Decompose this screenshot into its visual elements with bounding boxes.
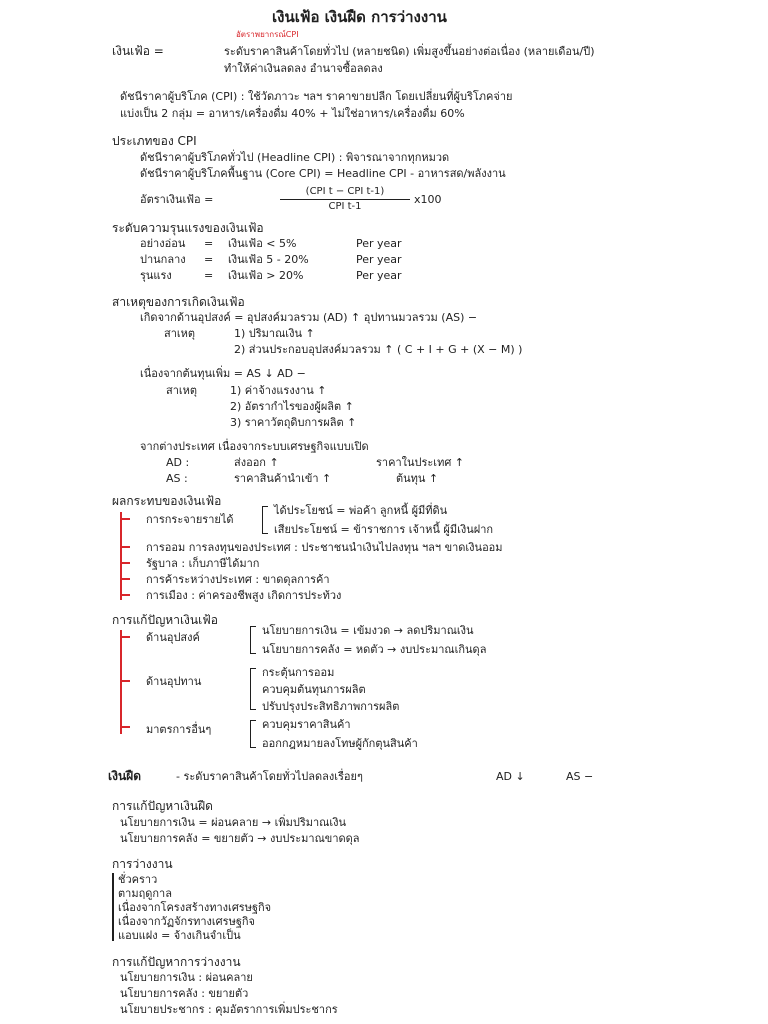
unemployment-solution: นโยบายการเงิน : ผ่อนคลาย (120, 971, 253, 984)
effect-item: การค้าระหว่างประเทศ : ขาดดุลการค้า (146, 573, 330, 586)
demand-solution: นโยบายการเงิน = เข้มงวด → ลดปริมาณเงิน (262, 624, 474, 637)
red-dash (120, 546, 130, 548)
unemployment-solution: นโยบายประชากร : คุมอัตราการเพิ่มประชากร (120, 1003, 338, 1016)
unemployment-type: ตามฤดูกาล (118, 887, 172, 900)
income-distribution-label: การกระจายรายได้ (146, 513, 234, 526)
demand-side-label: ด้านอุปสงค์ (146, 631, 200, 644)
severity-level: อย่างอ่อน (140, 237, 186, 250)
cost-cause-label: สาเหตุ (166, 384, 198, 397)
demand-solution: นโยบายการคลัง = หดตัว → งบประมาณเกินดุล (262, 643, 487, 656)
unemployment-solution-heading: การแก้ปัญหาการว่างงาน (112, 955, 241, 969)
loss-group: เสียประโยชน์ = ข้าราชการ เจ้าหนี้ ผู้มีเงินฝาก (274, 523, 494, 536)
bracket (250, 626, 256, 654)
cost-push-line: เนื่องจากต้นทุนเพิ่ม = AS ↓ AD − (140, 367, 306, 380)
supply-solution: ปรับปรุงประสิทธิภาพการผลิต (262, 700, 400, 713)
solutions-heading: การแก้ปัญหาเงินเฟ้อ (112, 613, 218, 627)
severity-unit: Per year (356, 269, 402, 282)
deflation-solution-heading: การแก้ปัญหาเงินฝืด (112, 799, 213, 813)
cpi-groups: แบ่งเป็น 2 กลุ่ม = อาหาร/เครื่องดื่ม 40% + ไม่ใช่อาหาร/เครื่องดื่ม 60% (120, 107, 465, 120)
deflation-ad: AD ↓ (496, 770, 525, 783)
cpi-types-heading: ประเภทของ CPI (112, 134, 197, 148)
severity-range: เงินเฟ้อ 5 - 20% (228, 253, 309, 266)
supply-solution: กระตุ้นการออม (262, 666, 335, 679)
severity-eq: = (204, 237, 214, 250)
deflation-solution: นโยบายการคลัง = ขยายตัว → งบประมาณขาดดุล (120, 832, 360, 845)
cpi-annotation: อัตราพยากรณ์CPI (236, 30, 299, 39)
cost-cause-item: 3) ราคาวัตถุดิบการผลิต ↑ (230, 416, 357, 429)
unemployment-solution: นโยบายการคลัง : ขยายตัว (120, 987, 249, 1000)
unemployment-type: เนื่องจากวัฏจักรทางเศรษฐกิจ (118, 915, 255, 928)
red-dash (120, 594, 130, 596)
deflation-as: AS − (566, 770, 594, 783)
inflation-label: เงินเฟ้อ = (112, 44, 164, 58)
cost-cause-item: 1) ค่าจ้างแรงงาน ↑ (230, 384, 327, 397)
red-dash (120, 636, 130, 638)
formula-multiplier: x100 (414, 193, 442, 206)
red-dash (120, 680, 130, 682)
effects-red-margin (120, 512, 122, 600)
external-key: AS : (166, 472, 188, 485)
unemployment-type: ชั่วคราว (118, 873, 158, 886)
formula-denominator: CPI t-1 (328, 201, 362, 212)
external-effect: ต้นทุน ↑ (396, 472, 439, 485)
inflation-definition-1: ระดับราคาสินค้าโดยทั่วไป (หลายชนิด) เพิ่มสูงขึ้นอย่างต่อเนื่อง (หลายเดือน/ปี) (224, 45, 595, 58)
red-dash (120, 518, 130, 520)
benefit-group: ได้ประโยชน์ = พ่อค้า ลูกหนี้ ผู้มีที่ดิน (274, 504, 448, 517)
deflation-definition: - ระดับราคาสินค้าโดยทั่วไปลดลงเรื่อยๆ (176, 770, 363, 783)
demand-cause-label: สาเหตุ (164, 327, 196, 340)
severity-eq: = (204, 269, 214, 282)
severity-level: ปานกลาง (140, 253, 186, 266)
fraction-bar (280, 199, 410, 200)
supply-solution: ควบคุมต้นทุนการผลิต (262, 683, 366, 696)
inflation-formula (280, 187, 410, 212)
red-dash (120, 562, 130, 564)
demand-pull-line: เกิดจากด้านอุปสงค์ = อุปสงค์มวลรวม (AD) ↑ อุปทานมวลรวม (AS) − (140, 311, 478, 324)
effect-item: การออม การลงทุนของประเทศ : ประชาชนนำเงินไปลงทุน ฯลฯ ขาดเงินออม (146, 541, 503, 554)
severity-unit: Per year (356, 253, 402, 266)
demand-cause-item: 2) ส่วนประกอบอุปสงค์มวลรวม ↑ ( C + I + G + (X − M) ) (234, 343, 523, 356)
effects-heading: ผลกระทบของเงินเฟ้อ (112, 494, 222, 508)
deflation-solution: นโยบายการเงิน = ผ่อนคลาย → เพิ่มปริมาณเงิน (120, 816, 347, 829)
external-cause-line: จากต่างประเทศ เนื่องจากระบบเศรษฐกิจแบบเปิด (140, 440, 369, 453)
effect-item: รัฐบาล : เก็บภาษีได้มาก (146, 557, 260, 570)
external-key: AD : (166, 456, 190, 469)
red-dash (120, 578, 130, 580)
effect-item: การเมือง : ค่าครองชีพสูง เกิดการประท้วง (146, 589, 342, 602)
unemployment-type: แอบแฝง = จ้างเกินจำเป็น (118, 929, 241, 942)
core-cpi: ดัชนีราคาผู้บริโภคพื้นฐาน (Core CPI) = Headline CPI - อาหารสด/พลังงาน (140, 167, 506, 180)
demand-cause-item: 1) ปริมาณเงิน ↑ (234, 327, 315, 340)
formula-numerator: (CPI t − CPI t-1) (305, 186, 385, 197)
page-title: เงินเฟ้อ เงินฝืด การว่างงาน (272, 8, 447, 26)
external-effect: ราคาในประเทศ ↑ (376, 456, 465, 469)
other-measure: ควบคุมราคาสินค้า (262, 718, 351, 731)
severity-eq: = (204, 253, 214, 266)
unemployment-margin (112, 873, 114, 941)
cpi-definition: ดัชนีราคาผู้บริโภค (CPI) : ใช้วัดภาวะ ฯลฯ ราคาขายปลีก โดยเปลี่ยนที่ผู้บริโภคจ่าย (120, 90, 513, 103)
other-measures-label: มาตรการอื่นๆ (146, 723, 212, 736)
bracket (250, 668, 256, 710)
severity-range: เงินเฟ้อ < 5% (228, 237, 297, 250)
unemployment-heading: การว่างงาน (112, 857, 173, 871)
cost-cause-item: 2) อัตรากำไรของผู้ผลิต ↑ (230, 400, 354, 413)
severity-unit: Per year (356, 237, 402, 250)
bracket (262, 506, 268, 534)
formula-label: อัตราเงินเฟ้อ = (140, 193, 214, 206)
unemployment-type: เนื่องจากโครงสร้างทางเศรษฐกิจ (118, 901, 272, 914)
severity-range: เงินเฟ้อ > 20% (228, 269, 304, 282)
severity-level: รุนแรง (140, 269, 172, 282)
red-dash (120, 726, 130, 728)
external-effect: ราคาสินค้านำเข้า ↑ (234, 472, 332, 485)
supply-side-label: ด้านอุปทาน (146, 675, 202, 688)
inflation-definition-2: ทำให้ค่าเงินลดลง อำนาจซื้อลดลง (224, 62, 383, 75)
headline-cpi: ดัชนีราคาผู้บริโภคทั่วไป (Headline CPI) : พิจารณาจากทุกหมวด (140, 151, 450, 164)
severity-heading: ระดับความรุนแรงของเงินเฟ้อ (112, 221, 264, 235)
deflation-label: เงินฝืด (108, 769, 141, 783)
solutions-red-margin (120, 630, 122, 734)
causes-heading: สาเหตุของการเกิดเงินเฟ้อ (112, 295, 245, 309)
other-measure: ออกกฎหมายลงโทษผู้กักตุนสินค้า (262, 737, 418, 750)
bracket (250, 720, 256, 748)
external-effect: ส่งออก ↑ (234, 456, 279, 469)
